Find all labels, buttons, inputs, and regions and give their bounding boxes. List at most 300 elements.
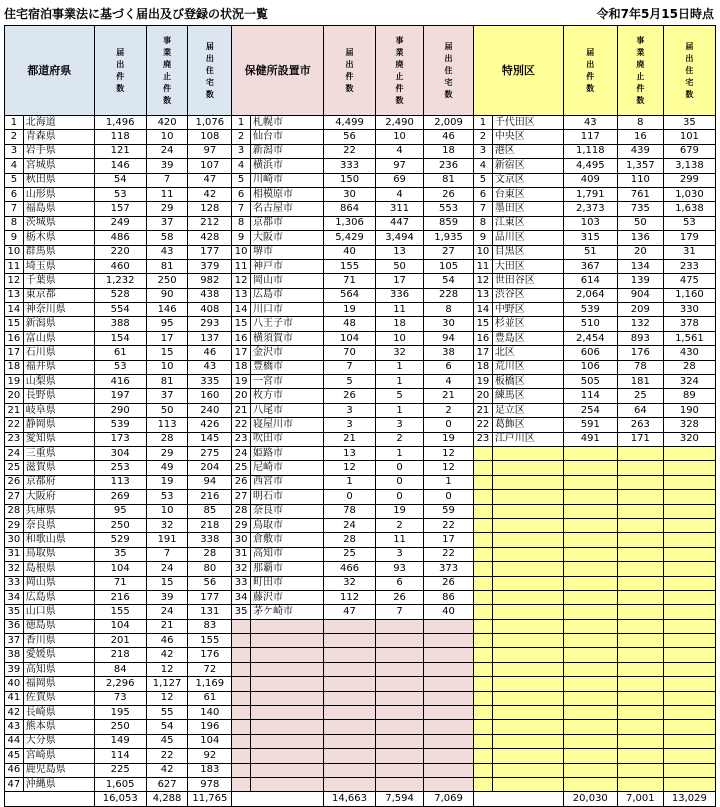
city-notifications: 564 [323, 288, 375, 302]
ward-abolished: 439 [617, 144, 663, 158]
city-empty-cell [232, 648, 251, 662]
ward-abolished: 735 [617, 202, 663, 216]
ward-total-houses: 13,029 [663, 792, 715, 807]
ward-empty-cell [492, 504, 563, 518]
city-notifications: 0 [323, 490, 375, 504]
city-empty-cell [376, 734, 424, 748]
pref-notifications: 486 [94, 231, 146, 245]
city-empty-cell [250, 634, 323, 648]
city-houses: 40 [424, 605, 474, 619]
city-empty-cell [376, 677, 424, 691]
ward-empty-cell [617, 490, 663, 504]
city-no: 5 [232, 173, 251, 187]
ward-empty-cell [474, 691, 493, 705]
city-abolished: 93 [376, 562, 424, 576]
city-total-label [232, 792, 324, 807]
city-houses: 46 [424, 130, 474, 144]
ward-no: 12 [474, 274, 493, 288]
city-no: 25 [232, 461, 251, 475]
pref-abolished: 95 [146, 317, 188, 331]
pref-notifications: 73 [94, 691, 146, 705]
ward-empty-cell [663, 562, 715, 576]
ward-empty-cell [492, 763, 563, 777]
city-notifications: 155 [323, 259, 375, 273]
city-abolished: 3,494 [376, 231, 424, 245]
ward-notifications: 591 [563, 418, 617, 432]
city-name: 八尾市 [250, 403, 323, 417]
pref-notifications: 154 [94, 331, 146, 345]
table-row [5, 763, 716, 777]
ward-empty-cell [563, 662, 617, 676]
table-row [5, 691, 716, 705]
city-empty-cell [232, 720, 251, 734]
ward-empty-cell [563, 648, 617, 662]
ward-empty-cell [492, 634, 563, 648]
city-notifications: 7 [323, 360, 375, 374]
city-abolished: 447 [376, 216, 424, 230]
pref-abolished: 11 [146, 187, 188, 201]
city-notifications: 1 [323, 475, 375, 489]
ward-abolished: 50 [617, 216, 663, 230]
ward-empty-cell [563, 518, 617, 532]
ward-empty-cell [617, 662, 663, 676]
pref-houses: 28 [188, 547, 232, 561]
ward-notifications: 43 [563, 116, 617, 130]
city-houses: 30 [424, 317, 474, 331]
ward-empty-cell [617, 634, 663, 648]
city-name: 名古屋市 [250, 202, 323, 216]
pref-name: 長崎県 [23, 706, 94, 720]
city-abolished: 50 [376, 259, 424, 273]
ward-notifications: 2,373 [563, 202, 617, 216]
ward-notifications: 254 [563, 403, 617, 417]
city-no: 16 [232, 331, 251, 345]
city-houses: 2 [424, 403, 474, 417]
city-no: 14 [232, 303, 251, 317]
ward-abolished: 110 [617, 173, 663, 187]
pref-name: 山形県 [23, 187, 94, 201]
city-abolished: 11 [376, 533, 424, 547]
pref-no: 1 [5, 116, 24, 130]
city-empty-cell [250, 777, 323, 791]
pref-houses: 982 [188, 274, 232, 288]
city-empty-cell [232, 706, 251, 720]
ward-empty-cell [617, 562, 663, 576]
city-name: 岡山市 [250, 274, 323, 288]
pref-notifications: 250 [94, 518, 146, 532]
city-notifications: 48 [323, 317, 375, 331]
ward-empty-cell [492, 461, 563, 475]
city-empty-cell [232, 619, 251, 633]
city-no: 10 [232, 245, 251, 259]
city-no: 2 [232, 130, 251, 144]
pref-notifications: 304 [94, 446, 146, 460]
city-empty-cell [232, 662, 251, 676]
ward-no: 17 [474, 346, 493, 360]
pref-name: 和歌山県 [23, 533, 94, 547]
city-empty-cell [323, 749, 375, 763]
ward-empty-cell [563, 547, 617, 561]
ward-name: 荒川区 [492, 360, 563, 374]
city-empty-cell [376, 720, 424, 734]
pref-houses: 1,169 [188, 677, 232, 691]
pref-abolished: 7 [146, 173, 188, 187]
city-name: 神戸市 [250, 259, 323, 273]
ward-empty-cell [492, 662, 563, 676]
pref-no: 23 [5, 432, 24, 446]
city-houses: 27 [424, 245, 474, 259]
ward-no: 1 [474, 116, 493, 130]
city-empty-cell [424, 749, 474, 763]
city-abolished: 26 [376, 590, 424, 604]
city-no: 35 [232, 605, 251, 619]
pref-houses: 85 [188, 504, 232, 518]
city-abolished: 2,490 [376, 116, 424, 130]
ward-empty-cell [663, 475, 715, 489]
city-houses: 1 [424, 475, 474, 489]
ward-notifications: 106 [563, 360, 617, 374]
city-abolished: 5 [376, 389, 424, 403]
ward-no: 4 [474, 159, 493, 173]
city-no: 34 [232, 590, 251, 604]
table-row [5, 173, 716, 187]
city-no: 11 [232, 259, 251, 273]
city-empty-cell [250, 691, 323, 705]
city-houses: 0 [424, 418, 474, 432]
city-empty-cell [250, 720, 323, 734]
ward-no: 21 [474, 403, 493, 417]
city-notifications: 150 [323, 173, 375, 187]
city-empty-cell [250, 734, 323, 748]
city-name: 大阪市 [250, 231, 323, 245]
city-name: 鳥取市 [250, 518, 323, 532]
pref-notifications: 249 [94, 216, 146, 230]
table-row [5, 446, 716, 460]
city-notifications: 4,499 [323, 116, 375, 130]
pref-no: 15 [5, 317, 24, 331]
city-name: 町田市 [250, 576, 323, 590]
city-notifications: 47 [323, 605, 375, 619]
ward-abolished: 78 [617, 360, 663, 374]
ward-notifications: 103 [563, 216, 617, 230]
city-empty-cell [250, 749, 323, 763]
pref-notifications: 113 [94, 475, 146, 489]
pref-abolished: 24 [146, 144, 188, 158]
ward-houses: 179 [663, 231, 715, 245]
ward-empty-cell [663, 691, 715, 705]
ward-empty-cell [474, 461, 493, 475]
city-empty-cell [232, 691, 251, 705]
ward-name: 大田区 [492, 259, 563, 273]
ward-empty-cell [563, 533, 617, 547]
as-of-date: 令和7年5月15日時点 [596, 7, 714, 21]
ward-empty-cell [492, 475, 563, 489]
pref-name: 大阪府 [23, 490, 94, 504]
pref-total-notifications: 16,053 [94, 792, 146, 807]
pref-houses: 46 [188, 346, 232, 360]
ward-name: 豊島区 [492, 331, 563, 345]
ward-empty-cell [474, 777, 493, 791]
ward-houses: 190 [663, 403, 715, 417]
ward-name: 練馬区 [492, 389, 563, 403]
city-name: 川崎市 [250, 173, 323, 187]
city-no: 9 [232, 231, 251, 245]
city-notifications: 71 [323, 274, 375, 288]
city-empty-cell [376, 749, 424, 763]
ward-empty-cell [563, 749, 617, 763]
table-row [5, 533, 716, 547]
ward-empty-cell [663, 706, 715, 720]
pref-houses: 177 [188, 590, 232, 604]
city-no: 28 [232, 504, 251, 518]
pref-notifications: 84 [94, 662, 146, 676]
pref-no: 14 [5, 303, 24, 317]
city-empty-cell [323, 763, 375, 777]
pref-notifications: 253 [94, 461, 146, 475]
pref-abolished: 1,127 [146, 677, 188, 691]
pref-no: 13 [5, 288, 24, 302]
pref-notifications: 195 [94, 706, 146, 720]
city-abolished: 336 [376, 288, 424, 302]
table-row [5, 245, 716, 259]
pref-notifications: 61 [94, 346, 146, 360]
ward-empty-cell [617, 749, 663, 763]
pref-notifications: 53 [94, 187, 146, 201]
ward-houses: 324 [663, 375, 715, 389]
ward-empty-cell [492, 576, 563, 590]
table-row [5, 490, 716, 504]
table-row [5, 648, 716, 662]
city-notifications: 12 [323, 461, 375, 475]
ward-empty-cell [617, 706, 663, 720]
ward-empty-cell [663, 662, 715, 676]
ward-empty-cell [492, 533, 563, 547]
ward-houses: 233 [663, 259, 715, 273]
pref-name: 福島県 [23, 202, 94, 216]
ward-total-abolished: 7,001 [617, 792, 663, 807]
ward-empty-cell [474, 763, 493, 777]
pref-abolished: 627 [146, 777, 188, 791]
ward-empty-cell [474, 490, 493, 504]
city-empty-cell [250, 706, 323, 720]
pref-abolished: 21 [146, 619, 188, 633]
pref-houses: 177 [188, 245, 232, 259]
city-name: 寝屋川市 [250, 418, 323, 432]
ward-no: 7 [474, 202, 493, 216]
pref-abolished: 7 [146, 547, 188, 561]
city-notifications: 13 [323, 446, 375, 460]
header-city-abolished: 事業廃止件数 [376, 26, 424, 116]
pref-name: 三重県 [23, 446, 94, 460]
city-empty-cell [323, 777, 375, 791]
city-houses: 86 [424, 590, 474, 604]
ward-total-notifications: 20,030 [563, 792, 617, 807]
city-no: 12 [232, 274, 251, 288]
pref-abolished: 58 [146, 231, 188, 245]
pref-name: 奈良県 [23, 518, 94, 532]
city-empty-cell [376, 706, 424, 720]
ward-abolished: 25 [617, 389, 663, 403]
ward-no: 9 [474, 231, 493, 245]
table-row [5, 504, 716, 518]
ward-empty-cell [663, 533, 715, 547]
pref-name: 青森県 [23, 130, 94, 144]
city-empty-cell [424, 734, 474, 748]
header-pref-houses: 届出住宅数 [188, 26, 232, 116]
table-row [5, 375, 716, 389]
table-row [5, 159, 716, 173]
pref-abolished: 49 [146, 461, 188, 475]
city-no: 3 [232, 144, 251, 158]
header-city-notifications: 届出件数 [323, 26, 375, 116]
pref-houses: 293 [188, 317, 232, 331]
ward-abolished: 263 [617, 418, 663, 432]
ward-empty-cell [663, 763, 715, 777]
pref-houses: 1,076 [188, 116, 232, 130]
ward-empty-cell [563, 763, 617, 777]
ward-notifications: 539 [563, 303, 617, 317]
ward-empty-cell [474, 662, 493, 676]
pref-houses: 216 [188, 490, 232, 504]
ward-name: 江戸川区 [492, 432, 563, 446]
pref-notifications: 35 [94, 547, 146, 561]
city-abolished: 11 [376, 303, 424, 317]
ward-name: 新宿区 [492, 159, 563, 173]
pref-name: 石川県 [23, 346, 94, 360]
pref-name: 京都府 [23, 475, 94, 489]
city-notifications: 22 [323, 144, 375, 158]
pref-houses: 128 [188, 202, 232, 216]
pref-name: 静岡県 [23, 418, 94, 432]
ward-empty-cell [617, 590, 663, 604]
ward-empty-cell [663, 461, 715, 475]
pref-abolished: 81 [146, 259, 188, 273]
ward-empty-cell [563, 605, 617, 619]
city-houses: 4 [424, 375, 474, 389]
pref-no: 7 [5, 202, 24, 216]
ward-notifications: 2,064 [563, 288, 617, 302]
pref-total-houses: 11,765 [188, 792, 232, 807]
table-row [5, 418, 716, 432]
city-houses: 859 [424, 216, 474, 230]
ward-empty-cell [617, 777, 663, 791]
pref-no: 36 [5, 619, 24, 633]
city-abolished: 10 [376, 130, 424, 144]
pref-name: 福井県 [23, 360, 94, 374]
table-row [5, 288, 716, 302]
city-abolished: 0 [376, 475, 424, 489]
city-name: 茅ケ崎市 [250, 605, 323, 619]
pref-houses: 42 [188, 187, 232, 201]
pref-name: 愛知県 [23, 432, 94, 446]
pref-notifications: 218 [94, 648, 146, 662]
city-houses: 21 [424, 389, 474, 403]
city-no: 32 [232, 562, 251, 576]
pref-no: 4 [5, 159, 24, 173]
ward-name: 渋谷区 [492, 288, 563, 302]
pref-houses: 438 [188, 288, 232, 302]
ward-empty-cell [563, 634, 617, 648]
city-abolished: 3 [376, 547, 424, 561]
ward-no: 19 [474, 375, 493, 389]
ward-empty-cell [563, 576, 617, 590]
table-row [5, 216, 716, 230]
city-name: 横浜市 [250, 159, 323, 173]
ward-no: 18 [474, 360, 493, 374]
city-no: 1 [232, 116, 251, 130]
city-abolished: 4 [376, 187, 424, 201]
city-notifications: 70 [323, 346, 375, 360]
ward-houses: 3,138 [663, 159, 715, 173]
pref-no: 41 [5, 691, 24, 705]
ward-empty-cell [617, 648, 663, 662]
ward-empty-cell [474, 446, 493, 460]
pref-houses: 428 [188, 231, 232, 245]
pref-notifications: 146 [94, 159, 146, 173]
pref-notifications: 155 [94, 605, 146, 619]
ward-notifications: 491 [563, 432, 617, 446]
pref-no: 17 [5, 346, 24, 360]
ward-empty-cell [474, 749, 493, 763]
ward-empty-cell [617, 619, 663, 633]
city-empty-cell [323, 662, 375, 676]
pref-houses: 338 [188, 533, 232, 547]
pref-name: 広島県 [23, 590, 94, 604]
ward-empty-cell [617, 504, 663, 518]
city-empty-cell [424, 720, 474, 734]
ward-empty-cell [474, 648, 493, 662]
table-row [5, 389, 716, 403]
city-abolished: 69 [376, 173, 424, 187]
city-houses: 54 [424, 274, 474, 288]
pref-no: 19 [5, 375, 24, 389]
ward-empty-cell [617, 576, 663, 590]
city-total-abolished: 7,594 [376, 792, 424, 807]
city-empty-cell [424, 777, 474, 791]
pref-name: 佐賀県 [23, 691, 94, 705]
city-name: 相模原市 [250, 187, 323, 201]
city-name: 札幌市 [250, 116, 323, 130]
pref-no: 31 [5, 547, 24, 561]
city-houses: 553 [424, 202, 474, 216]
pref-name: 長野県 [23, 389, 94, 403]
city-empty-cell [250, 662, 323, 676]
pref-notifications: 104 [94, 562, 146, 576]
header-city-houses: 届出住宅数 [424, 26, 474, 116]
ward-no: 5 [474, 173, 493, 187]
city-houses: 81 [424, 173, 474, 187]
pref-abolished: 45 [146, 734, 188, 748]
city-empty-cell [250, 677, 323, 691]
table-row [5, 274, 716, 288]
city-empty-cell [323, 734, 375, 748]
ward-empty-cell [663, 749, 715, 763]
city-name: 尼崎市 [250, 461, 323, 475]
pref-abolished: 420 [146, 116, 188, 130]
city-name: 那覇市 [250, 562, 323, 576]
pref-abolished: 22 [146, 749, 188, 763]
pref-no: 10 [5, 245, 24, 259]
city-abolished: 13 [376, 245, 424, 259]
ward-empty-cell [663, 518, 715, 532]
city-houses: 0 [424, 490, 474, 504]
pref-houses: 137 [188, 331, 232, 345]
ward-abolished: 893 [617, 331, 663, 345]
ward-empty-cell [663, 590, 715, 604]
ward-name: 北区 [492, 346, 563, 360]
ward-empty-cell [617, 605, 663, 619]
city-no: 7 [232, 202, 251, 216]
